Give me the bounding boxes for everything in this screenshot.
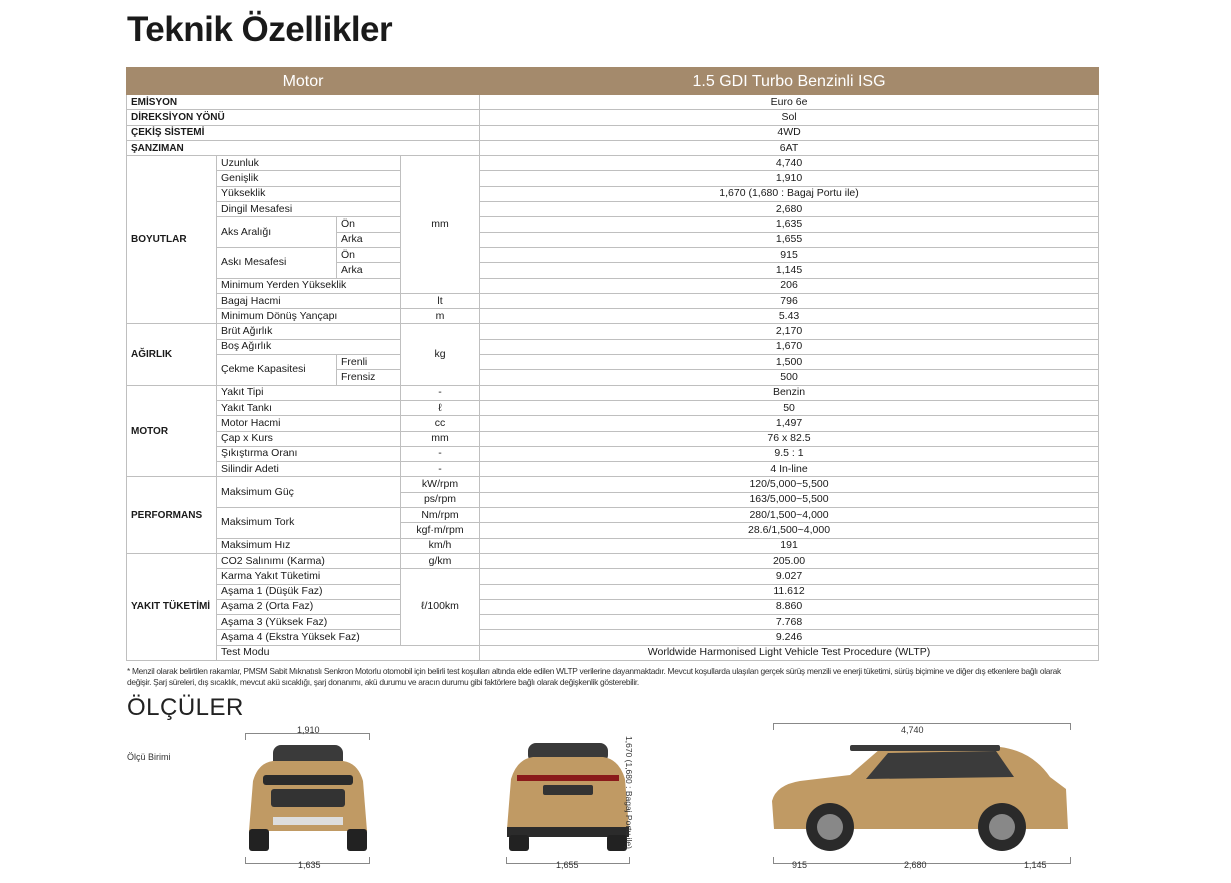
unit-donus: m <box>401 309 480 324</box>
label-aski-arka: Arka <box>337 263 401 278</box>
unit-yakit-tipi: - <box>401 385 480 400</box>
row-label-direksiyon: DİREKSİYON YÖNÜ <box>127 110 480 125</box>
rear-track-label: 1,655 <box>556 860 579 870</box>
unit-guc-ps: ps/rpm <box>401 492 480 507</box>
value-asama4: 9.246 <box>480 630 1099 645</box>
label-asama1: Aşama 1 (Düşük Faz) <box>217 584 401 599</box>
category-agirlik: AĞIRLIK <box>127 324 217 385</box>
label-hiz: Maksimum Hız <box>217 538 401 553</box>
label-frenli: Frenli <box>337 355 401 370</box>
label-aski-on: Ön <box>337 247 401 262</box>
row-label-cekis: ÇEKİŞ SİSTEMİ <box>127 125 480 140</box>
table-row <box>127 446 1099 461</box>
label-donus: Minimum Dönüş Yançapı <box>217 309 401 324</box>
label-aks-arka: Arka <box>337 232 401 247</box>
table-row <box>127 110 1099 125</box>
header-engine: 1.5 GDI Turbo Benzinli ISG <box>480 68 1099 95</box>
category-yakit: YAKIT TÜKETİMİ <box>127 553 217 660</box>
unit-label: Ölçü Birimi <box>127 752 171 762</box>
value-aski-on: 915 <box>480 247 1099 262</box>
value-yerden: 206 <box>480 278 1099 293</box>
value-aks-arka: 1,655 <box>480 232 1099 247</box>
table-row <box>127 140 1099 155</box>
table-row <box>127 95 1099 110</box>
table-row <box>127 462 1099 477</box>
unit-bagaj: lt <box>401 293 480 308</box>
value-motor-hacmi: 1,497 <box>480 416 1099 431</box>
row-value-direksiyon: Sol <box>480 110 1099 125</box>
row-value-cekis: 4WD <box>480 125 1099 140</box>
label-dingil: Dingil Mesafesi <box>217 202 401 217</box>
value-frenli: 1,500 <box>480 355 1099 370</box>
label-aks: Aks Aralığı <box>217 217 337 248</box>
side-wheelbase-label: 2,680 <box>904 860 927 870</box>
value-donus: 5.43 <box>480 309 1099 324</box>
category-boyutlar: BOYUTLAR <box>127 156 217 324</box>
value-guc-ps: 163/5,000~5,500 <box>480 492 1099 507</box>
side-front-overhang-label: 915 <box>792 860 808 870</box>
unit-silindir: - <box>401 462 480 477</box>
unit-mm: mm <box>401 156 480 294</box>
value-silindir: 4 In-line <box>480 462 1099 477</box>
label-cekme: Çekme Kapasitesi <box>217 355 337 386</box>
label-asama4: Aşama 4 (Ekstra Yüksek Faz) <box>217 630 401 645</box>
label-bagaj: Bagaj Hacmi <box>217 293 401 308</box>
label-brut: Brüt Ağırlık <box>217 324 401 339</box>
value-asama1: 11.612 <box>480 584 1099 599</box>
label-genislik: Genişlik <box>217 171 401 186</box>
row-label-emisyon: EMİSYON <box>127 95 480 110</box>
label-cap-kurs: Çap x Kurs <box>217 431 401 446</box>
value-yakit-tipi: Benzin <box>480 385 1099 400</box>
table-row <box>127 156 1099 171</box>
table-row <box>127 431 1099 446</box>
label-aski: Askı Mesafesi <box>217 247 337 278</box>
unit-yakit-tanki: ℓ <box>401 400 480 415</box>
footnote: * Menzil olarak belirtilen rakamlar, PMSM Sabit Mıknatıslı Senkron Motorlu otomobil için belirli test koşulları altında elde edilen WLTP verilerine dayanmaktadır. Mevcut koşullarda ulaşılan gerçek sürüş menzili ve enerji tüketimi, sürüş biçimine ve diğer dış etkenlere bağlı olarak değişir. Şarj süreleri, dış sıcaklık, mevcut akü sıcaklığı, şarj donanımı, akü durumu ve aracın durumu gibi faktörlere bağlı olarak değişkenlik gösterebilir. <box>127 666 1061 687</box>
car-side-image <box>770 741 1070 856</box>
table-row <box>127 477 1099 492</box>
unit-hiz: km/h <box>401 538 480 553</box>
value-co2: 205.00 <box>480 553 1099 568</box>
table-row <box>127 355 1099 370</box>
unit-guc-kw: kW/rpm <box>401 477 480 492</box>
label-silindir: Silindir Adeti <box>217 462 401 477</box>
unit-cap-kurs: mm <box>401 431 480 446</box>
table-row <box>127 538 1099 553</box>
label-yakit-tanki: Yakıt Tankı <box>217 400 401 415</box>
value-cap-kurs: 76 x 82.5 <box>480 431 1099 446</box>
value-karma: 9.027 <box>480 569 1099 584</box>
front-width-label: 1,910 <box>297 725 320 735</box>
table-row <box>127 553 1099 568</box>
value-dingil: 2,680 <box>480 202 1099 217</box>
value-yukseklik: 1,670 (1,680 : Bagaj Portu ile) <box>480 186 1099 201</box>
car-front-image <box>243 741 373 856</box>
label-motor-hacmi: Motor Hacmi <box>217 416 401 431</box>
value-asama2: 8.860 <box>480 599 1099 614</box>
label-sikistirma: Şıkıştırma Oranı <box>217 446 401 461</box>
table-row <box>127 293 1099 308</box>
table-row <box>127 247 1099 262</box>
row-value-emisyon: Euro 6e <box>480 95 1099 110</box>
table-header-row <box>127 68 1099 95</box>
label-uzunluk: Uzunluk <box>217 156 401 171</box>
label-asama2: Aşama 2 (Orta Faz) <box>217 599 401 614</box>
value-uzunluk: 4,740 <box>480 156 1099 171</box>
label-bos: Boş Ağırlık <box>217 339 401 354</box>
table-row <box>127 645 1099 660</box>
page-title: Teknik Özellikler <box>127 10 393 49</box>
dimensions-title: ÖLÇÜLER <box>127 694 244 721</box>
unit-motor-hacmi: cc <box>401 416 480 431</box>
label-tork: Maksimum Tork <box>217 508 401 539</box>
row-label-sanziman: ŞANZIMAN <box>127 140 480 155</box>
label-aks-on: Ön <box>337 217 401 232</box>
spec-table <box>126 67 1099 661</box>
table-row <box>127 125 1099 140</box>
value-sikistirma: 9.5 : 1 <box>480 446 1099 461</box>
value-asama3: 7.768 <box>480 615 1099 630</box>
car-rear-image <box>503 741 633 856</box>
side-rear-overhang-label: 1,145 <box>1024 860 1047 870</box>
value-yakit-tanki: 50 <box>480 400 1099 415</box>
row-value-sanziman: 6AT <box>480 140 1099 155</box>
table-row <box>127 186 1099 201</box>
table-row <box>127 324 1099 339</box>
table-row <box>127 599 1099 614</box>
table-row <box>127 217 1099 232</box>
table-row <box>127 508 1099 523</box>
value-aski-arka: 1,145 <box>480 263 1099 278</box>
value-tork-kgf: 28.6/1,500~4,000 <box>480 523 1099 538</box>
label-co2: CO2 Salınımı (Karma) <box>217 553 401 568</box>
table-row <box>127 309 1099 324</box>
category-performans: PERFORMANS <box>127 477 217 553</box>
table-row <box>127 171 1099 186</box>
unit-tork-kgf: kgf·m/rpm <box>401 523 480 538</box>
table-row <box>127 278 1099 293</box>
value-genislik: 1,910 <box>480 171 1099 186</box>
value-aks-on: 1,635 <box>480 217 1099 232</box>
unit-sikistirma: - <box>401 446 480 461</box>
label-guc: Maksimum Güç <box>217 477 401 508</box>
header-motor: Motor <box>127 68 480 95</box>
value-test: Worldwide Harmonised Light Vehicle Test Procedure (WLTP) <box>480 645 1099 660</box>
label-yakit-tipi: Yakıt Tipi <box>217 385 401 400</box>
label-karma: Karma Yakıt Tüketimi <box>217 569 401 584</box>
label-yerden: Minimum Yerden Yükseklik <box>217 278 401 293</box>
value-frensiz: 500 <box>480 370 1099 385</box>
label-frensiz: Frensiz <box>337 370 401 385</box>
category-motor: MOTOR <box>127 385 217 477</box>
table-row <box>127 569 1099 584</box>
unit-tork-nm: Nm/rpm <box>401 508 480 523</box>
value-bos: 1,670 <box>480 339 1099 354</box>
table-row <box>127 584 1099 599</box>
unit-co2: g/km <box>401 553 480 568</box>
value-guc-kw: 120/5,000~5,500 <box>480 477 1099 492</box>
value-tork-nm: 280/1,500~4,000 <box>480 508 1099 523</box>
value-bagaj: 796 <box>480 293 1099 308</box>
value-hiz: 191 <box>480 538 1099 553</box>
side-length-label: 4,740 <box>901 725 924 735</box>
label-asama3: Aşama 3 (Yüksek Faz) <box>217 615 401 630</box>
table-row <box>127 416 1099 431</box>
unit-l100km: ℓ/100km <box>401 569 480 645</box>
table-row <box>127 615 1099 630</box>
label-yukseklik: Yükseklik <box>217 186 401 201</box>
value-brut: 2,170 <box>480 324 1099 339</box>
table-row <box>127 385 1099 400</box>
table-row <box>127 400 1099 415</box>
table-row <box>127 202 1099 217</box>
label-test: Test Modu <box>217 645 480 660</box>
table-row <box>127 630 1099 645</box>
table-row <box>127 339 1099 354</box>
rear-height-label: 1,670 (1,680 : Bagaj Portu ile) <box>624 736 634 849</box>
front-track-label: 1,635 <box>298 860 321 870</box>
unit-kg: kg <box>401 324 480 385</box>
